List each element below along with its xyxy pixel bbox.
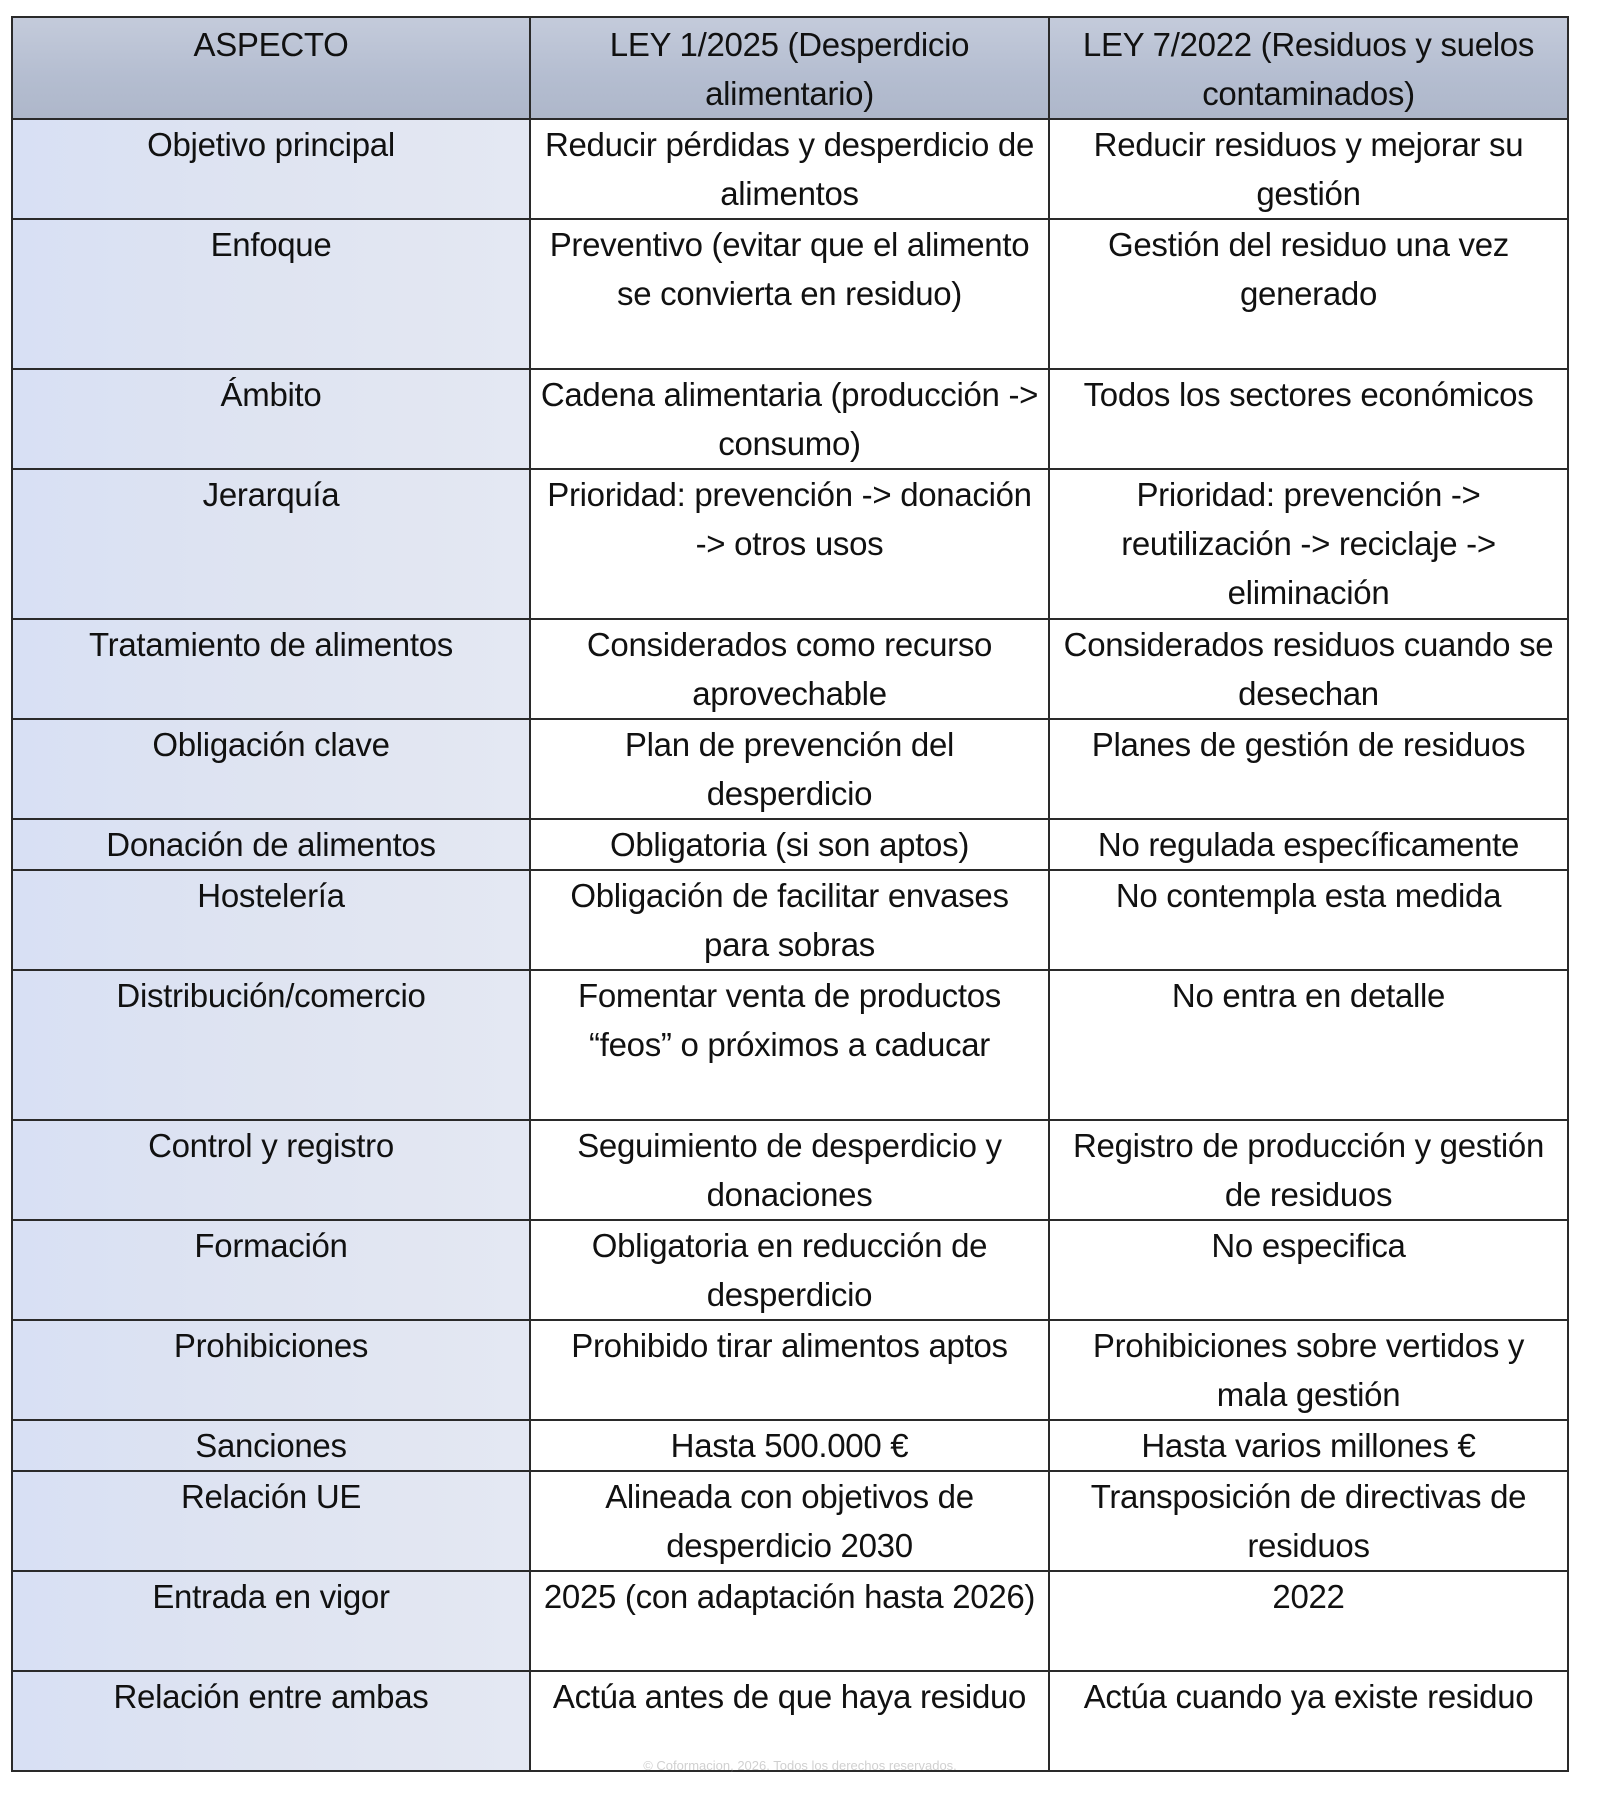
ley-2025-cell: Seguimiento de desperdicio y donaciones (530, 1120, 1049, 1220)
aspect-cell: Control y registro (12, 1120, 530, 1220)
ley-2022-cell: No contempla esta medida (1049, 870, 1568, 970)
comparison-table (11, 16, 1569, 1772)
table-row (12, 1220, 1568, 1320)
ley-2025-cell: Reducir pérdidas y desperdicio de alimentos (530, 119, 1049, 219)
comparison-table-container (11, 16, 1567, 1772)
aspect-cell: Relación UE (12, 1471, 530, 1571)
header-ley-2022: LEY 7/2022 (Residuos y suelos contaminados) (1049, 17, 1568, 119)
ley-2025-cell: Considerados como recurso aprovechable (530, 619, 1049, 719)
table-row (12, 870, 1568, 970)
table-row (12, 469, 1568, 619)
aspect-cell: Objetivo principal (12, 119, 530, 219)
aspect-cell: Ámbito (12, 369, 530, 469)
ley-2025-cell: Actúa antes de que haya residuo (530, 1671, 1049, 1771)
table-row (12, 1471, 1568, 1571)
aspect-cell: Jerarquía (12, 469, 530, 619)
table-header-row (12, 17, 1568, 119)
ley-2025-cell: Plan de prevención del desperdicio (530, 719, 1049, 819)
table-row (12, 1120, 1568, 1220)
aspect-cell: Hostelería (12, 870, 530, 970)
table-row (12, 119, 1568, 219)
aspect-cell: Prohibiciones (12, 1320, 530, 1420)
aspect-cell: Tratamiento de alimentos (12, 619, 530, 719)
aspect-cell: Entrada en vigor (12, 1571, 530, 1671)
ley-2022-cell: Prohibiciones sobre vertidos y mala gestión (1049, 1320, 1568, 1420)
ley-2025-cell: 2025 (con adaptación hasta 2026) (530, 1571, 1049, 1671)
ley-2022-cell: Actúa cuando ya existe residuo (1049, 1671, 1568, 1771)
ley-2025-cell: Obligatoria (si son aptos) (530, 819, 1049, 870)
ley-2025-cell: Prohibido tirar alimentos aptos (530, 1320, 1049, 1420)
ley-2022-cell: No especifica (1049, 1220, 1568, 1320)
table-body (12, 119, 1568, 1771)
table-row (12, 1671, 1568, 1771)
ley-2022-cell: No regulada específicamente (1049, 819, 1568, 870)
table-row (12, 219, 1568, 369)
aspect-cell: Enfoque (12, 219, 530, 369)
aspect-cell: Formación (12, 1220, 530, 1320)
ley-2025-cell: Obligación de facilitar envases para sobras (530, 870, 1049, 970)
ley-2022-cell: Gestión del residuo una vez generado (1049, 219, 1568, 369)
table-row (12, 719, 1568, 819)
ley-2022-cell: Todos los sectores económicos (1049, 369, 1568, 469)
table-row (12, 1571, 1568, 1671)
table-row (12, 1320, 1568, 1420)
ley-2025-cell: Prioridad: prevención -> donación -> otros usos (530, 469, 1049, 619)
ley-2022-cell: No entra en detalle (1049, 970, 1568, 1120)
table-row (12, 970, 1568, 1120)
ley-2022-cell: Prioridad: prevención -> reutilización -> reciclaje -> eliminación (1049, 469, 1568, 619)
aspect-cell: Obligación clave (12, 719, 530, 819)
table-row (12, 819, 1568, 870)
table-row (12, 369, 1568, 469)
ley-2022-cell: 2022 (1049, 1571, 1568, 1671)
aspect-cell: Donación de alimentos (12, 819, 530, 870)
table-row (12, 1420, 1568, 1471)
ley-2025-cell: Alineada con objetivos de desperdicio 2030 (530, 1471, 1049, 1571)
ley-2022-cell: Transposición de directivas de residuos (1049, 1471, 1568, 1571)
ley-2025-cell: Cadena alimentaria (producción -> consumo) (530, 369, 1049, 469)
aspect-cell: Relación entre ambas (12, 1671, 530, 1771)
copyright-watermark: © Coformacion, 2026. Todos los derechos reservados. (643, 1758, 957, 1773)
ley-2025-cell: Hasta 500.000 € (530, 1420, 1049, 1471)
aspect-cell: Distribución/comercio (12, 970, 530, 1120)
ley-2022-cell: Considerados residuos cuando se desechan (1049, 619, 1568, 719)
ley-2022-cell: Registro de producción y gestión de residuos (1049, 1120, 1568, 1220)
ley-2025-cell: Preventivo (evitar que el alimento se convierta en residuo) (530, 219, 1049, 369)
header-aspecto: ASPECTO (12, 17, 530, 119)
ley-2022-cell: Hasta varios millones € (1049, 1420, 1568, 1471)
table-row (12, 619, 1568, 719)
ley-2022-cell: Reducir residuos y mejorar su gestión (1049, 119, 1568, 219)
ley-2025-cell: Obligatoria en reducción de desperdicio (530, 1220, 1049, 1320)
ley-2025-cell: Fomentar venta de productos “feos” o próximos a caducar (530, 970, 1049, 1120)
aspect-cell: Sanciones (12, 1420, 530, 1471)
ley-2022-cell: Planes de gestión de residuos (1049, 719, 1568, 819)
header-ley-2025: LEY 1/2025 (Desperdicio alimentario) (530, 17, 1049, 119)
